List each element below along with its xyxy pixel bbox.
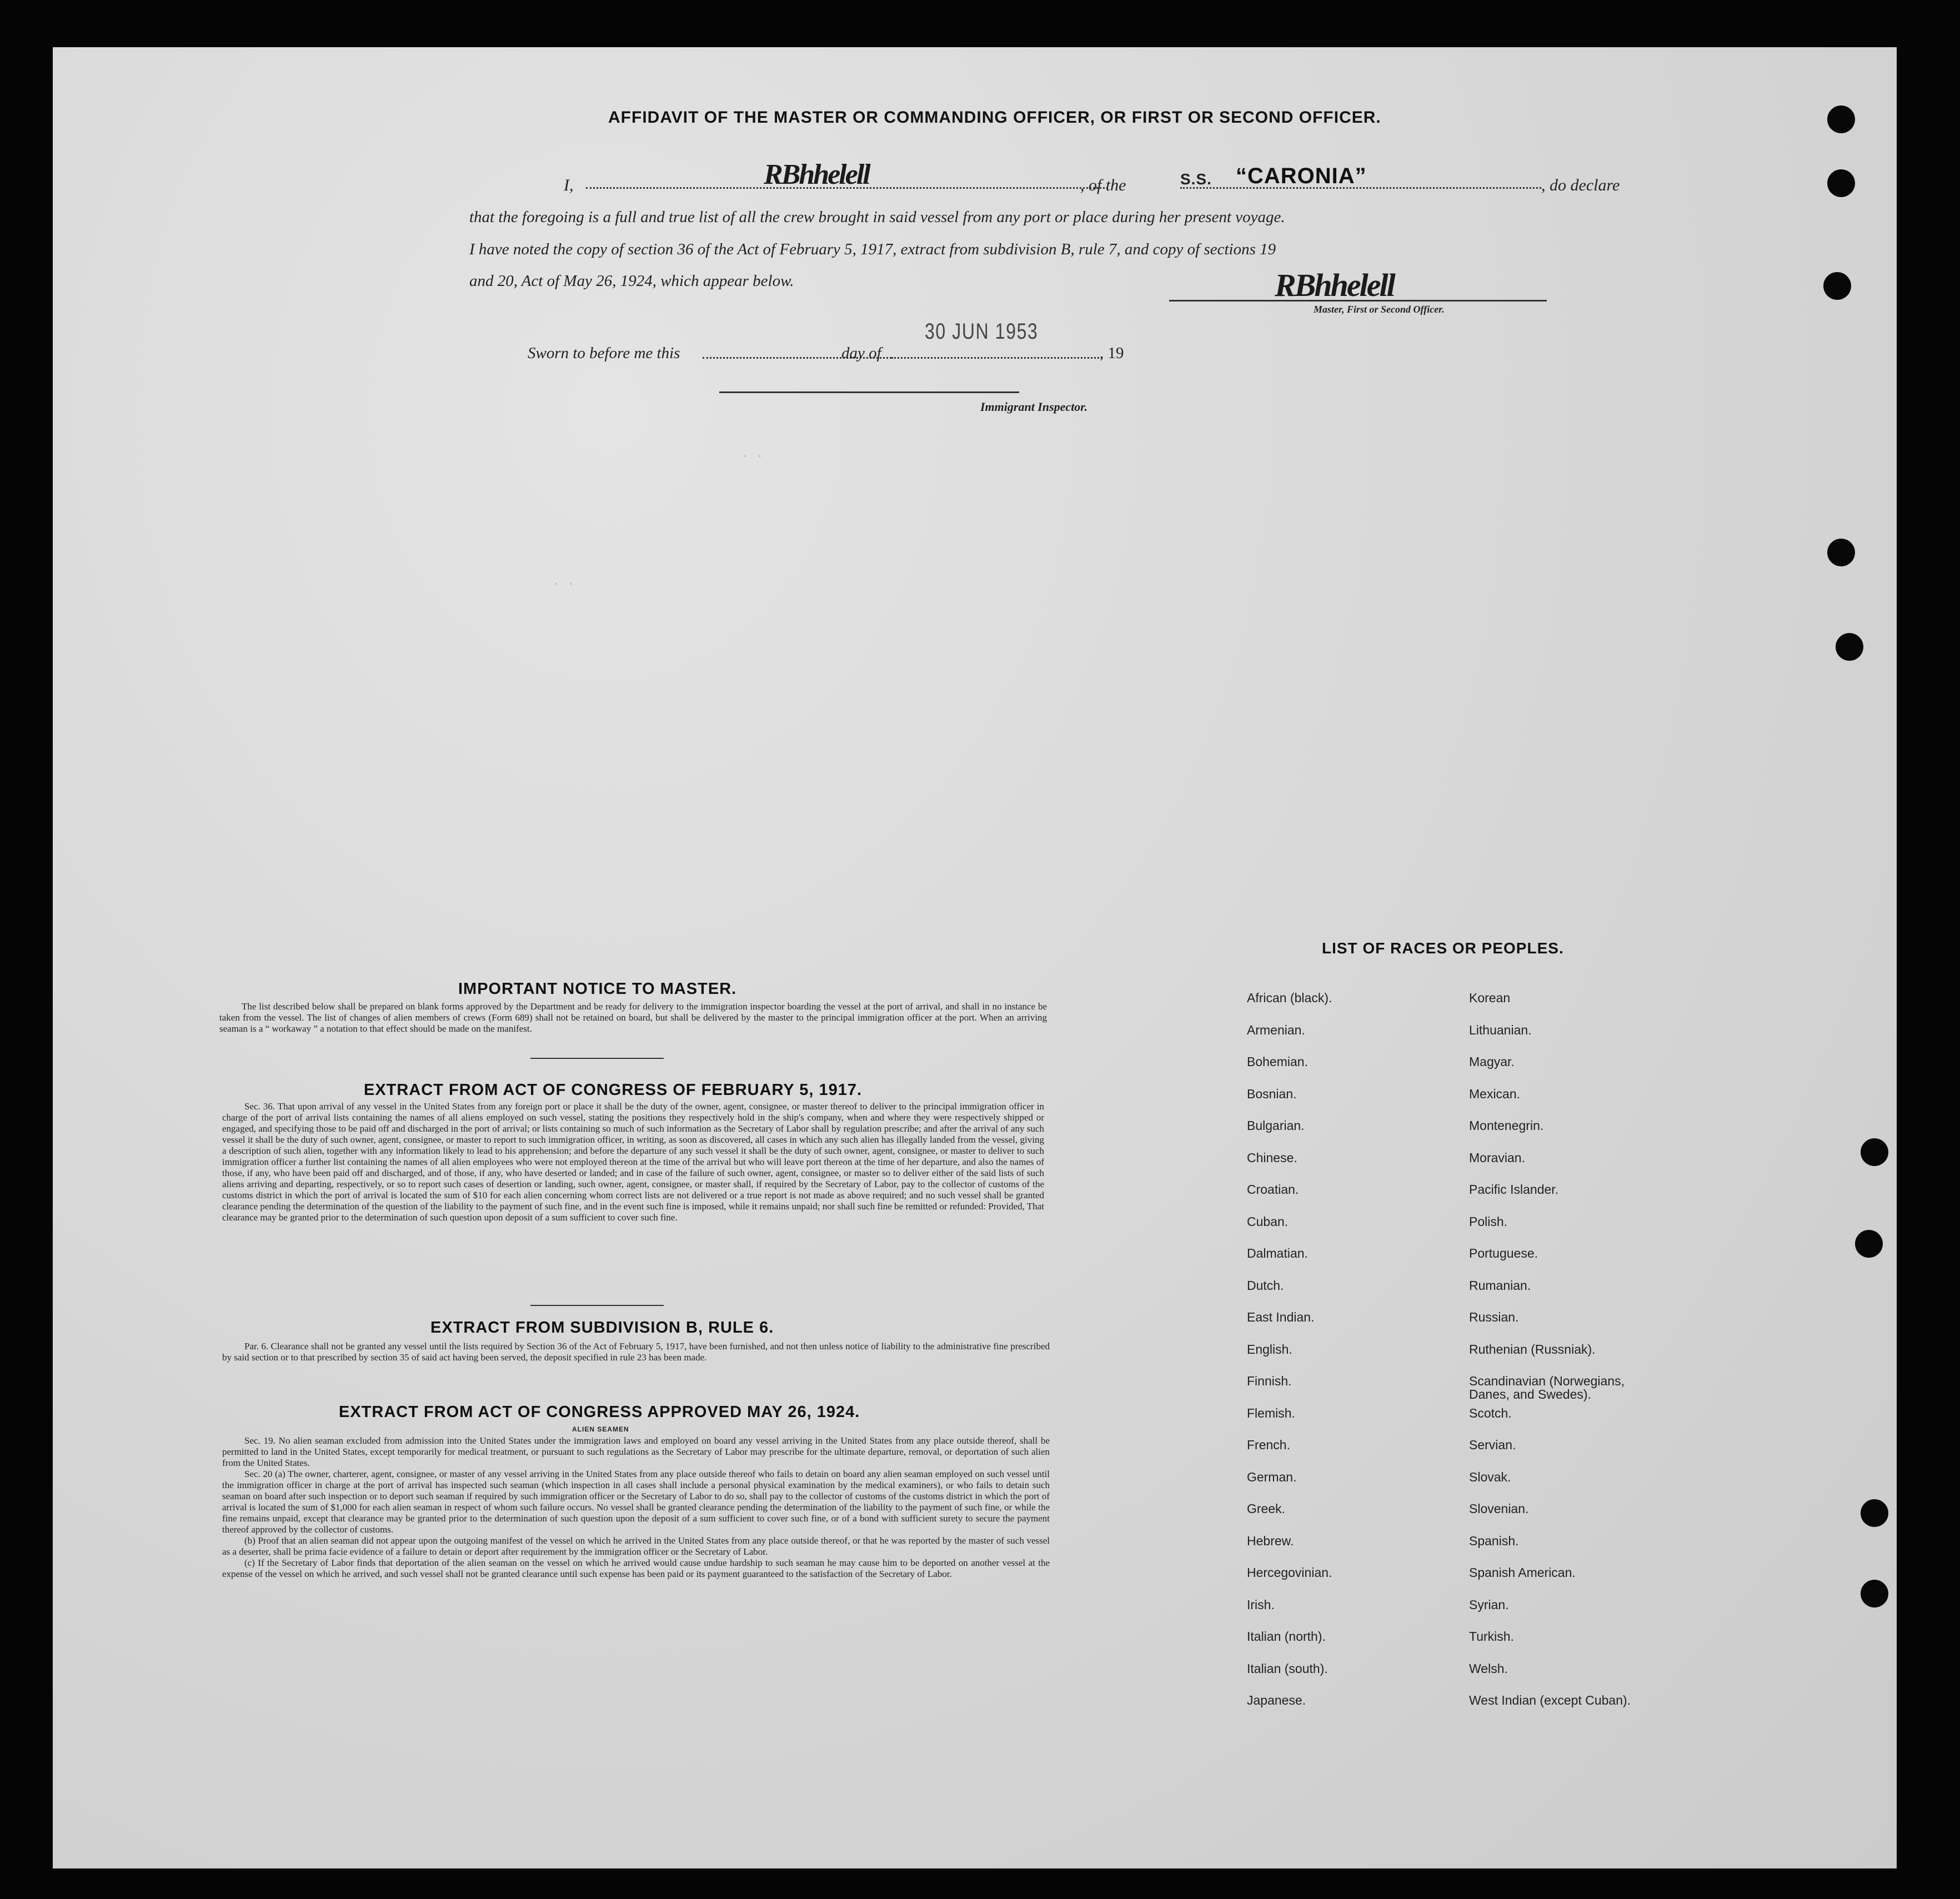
race-item: Cuban.	[1247, 1214, 1289, 1229]
race-item: Hebrew.	[1247, 1533, 1294, 1548]
race-item: Irish.	[1247, 1597, 1275, 1612]
race-item: Servian.	[1469, 1438, 1516, 1452]
extract-1924-body	[222, 1435, 1050, 1580]
sworn-month-line	[891, 357, 1102, 359]
race-item: French.	[1247, 1438, 1290, 1452]
race-item: Armenian.	[1247, 1022, 1305, 1037]
extract-1917-body: Sec. 36. That upon arrival of any vessel in the United States from any foreign port or place it shall be the duty of the owner, agent, consignee, or master thereof to deliver to the principal immigration officer in charge of the port of arrival lists containing the names of all aliens employed on such vessel, stating the positions they respectively hold in the ship's company, when and where they were respectively shipped or engaged, and specifying those to be paid off and discharged in the port of arrival; or lists containing so much of such information as the Secretary of Labor shall by regulation prescribe; and after the arrival of any such vessel it shall be the duty of such owner, agent, consignee, or master to report to such immigration officer, in writing, as soon as discovered, all cases in which any such alien has illegally landed from the vessel, giving a description of such alien, together with any information likely to lead to his apprehension; and before the departure of any such vessel it shall be the duty of such owner, agent, consignee, or master to deliver to such immigration officer a further list containing the names of all alien employees who were not employed thereon at the time of the arrival but who will leave port thereon at the time of her departure, and also the names of those, if any, who have been paid off and discharged, and of those, if any, who have deserted or landed; and in case of the failure of such owner, agent, consignee, or master so to deliver either of the said lists of such aliens arriving and departing, respectively, or so to report such cases of desertion or landing, such owner, agent, consignee, or master shall, if required by the Secretary of Labor, pay to the collector of customs of the customs district in which the port of arrival is located the sum of $10 for each alien concerning whom correct lists are not delivered or a true report is not made as above required; and no such vessel shall be granted clearance pending the determination of the question of the liability to the payment of such fine, and in the event such fine is imposed, while it remains unpaid; nor shall such fine be remitted or refunded: Provided, That clearance may be granted prior to the determination of such question upon deposit of a sum sufficient to cover such fine.	[222, 1101, 1044, 1223]
race-item: Pacific Islander.	[1469, 1182, 1559, 1197]
affidavit-line-2: that the foregoing is a full and true list of all the crew brought in said vessel from any port or place during her present voyage.	[469, 208, 1285, 226]
notice-body: The list described below shall be prepared on blank forms approved by the Department and be ready for delivery to the immigration inspector boarding the vessel at the port of arrival, and shall in no instance be taken from the vessel. The list of changes of alien members of crews (Form 689) shall not be retained on board, but shall be delivered by the master to the principal immigration officer at the port. When an arriving seaman is a “ workaway ” a notation to that effect should be made on the manifest.	[219, 1001, 1047, 1034]
officer-signature-caption: Master, First or Second Officer.	[1314, 304, 1445, 315]
day-of-label: day of	[841, 344, 881, 362]
officer-signature: RBhhelell	[1275, 267, 1394, 303]
affidavit-i-label: I,	[564, 176, 574, 194]
race-item: Welsh.	[1469, 1661, 1508, 1676]
section-19: Sec. 19. No alien seaman excluded from admission into the United States under the immigration laws and employed on board any vessel arriving in the United States from any place outside thereof, shall be permitted to land in the United States, except temporarily for medical treatment, or pursuant to such regulations as the Secretary of Labor may prescribe for the ultimate departure, removal, or deportation of such alien from the United States.	[222, 1435, 1050, 1468]
year-prefix: , 19	[1100, 344, 1124, 362]
race-item: Mexican.	[1469, 1086, 1521, 1101]
race-item: Montenegrin.	[1469, 1118, 1544, 1133]
inspector-label: Immigrant Inspector.	[980, 400, 1088, 414]
race-item: Croatian.	[1247, 1182, 1299, 1197]
race-item: Bohemian.	[1247, 1054, 1308, 1069]
section-20c: (c) If the Secretary of Labor finds that deportation of the alien seaman on the vessel on which he arrived would cause undue hardship to such seaman he may cause him to be deported on another vessel at the expense of the vessel on which he arrived, and such vessel shall not be granted clearance until such expense has been paid or its payment guaranteed to the satisfaction of the Secretary of Labor.	[222, 1558, 1050, 1579]
race-item: Korean	[1469, 991, 1511, 1005]
divider	[530, 1305, 664, 1306]
bleed-through-text: . .	[553, 575, 575, 589]
extract-rule6-body: Par. 6. Clearance shall not be granted any vessel until the lists required by Section 36 of the Act of February 5, 1917, have been furnished, and not then unless notice of liability to the administrative fine prescribed by said section or to that prescribed by section 35 of said act having been served, the deposit specified in rule 23 has been made.	[222, 1341, 1050, 1363]
binder-hole	[1861, 1499, 1888, 1527]
binder-hole	[1836, 633, 1863, 661]
race-item: Polish.	[1469, 1214, 1508, 1229]
extract-1924-title: EXTRACT FROM ACT OF CONGRESS APPROVED MAY 26, 1924.	[339, 1403, 860, 1421]
race-item: Magyar.	[1469, 1054, 1515, 1069]
extract-1917-title: EXTRACT FROM ACT OF CONGRESS OF FEBRUARY 5, 1917.	[364, 1081, 863, 1099]
race-item: Ruthenian (Russniak).	[1469, 1342, 1596, 1357]
race-item: Turkish.	[1469, 1629, 1514, 1644]
race-item: East Indian.	[1247, 1310, 1315, 1324]
binder-hole	[1861, 1138, 1888, 1166]
binder-hole	[1827, 105, 1855, 133]
notice-title: IMPORTANT NOTICE TO MASTER.	[458, 980, 737, 998]
race-item: Dutch.	[1247, 1278, 1284, 1293]
ship-name: “CARONIA”	[1236, 164, 1367, 188]
race-item: Syrian.	[1469, 1597, 1509, 1612]
race-item: Hercegovinian.	[1247, 1565, 1332, 1580]
race-item: English.	[1247, 1342, 1292, 1357]
affidavit-do-declare: , do declare	[1541, 176, 1620, 194]
sworn-label: Sworn to before me this	[528, 344, 680, 362]
race-item: African (black).	[1247, 991, 1332, 1005]
ship-prefix: S.S.	[1180, 170, 1212, 188]
inspector-signature-line	[719, 391, 1019, 393]
race-item: Finnish.	[1247, 1374, 1292, 1388]
binder-hole	[1823, 272, 1851, 300]
document-page	[53, 47, 1897, 1868]
extract-rule6-title: EXTRACT FROM SUBDIVISION B, RULE 6.	[430, 1319, 774, 1337]
race-item: Rumanian.	[1469, 1278, 1531, 1293]
bleed-through-text: . .	[741, 447, 764, 461]
binder-hole	[1861, 1580, 1888, 1607]
race-item: Slovenian.	[1469, 1501, 1529, 1516]
race-item: Bosnian.	[1247, 1086, 1297, 1101]
race-item: West Indian (except Cuban).	[1469, 1693, 1631, 1707]
binder-hole	[1827, 539, 1855, 566]
races-title: LIST OF RACES OR PEOPLES.	[1322, 940, 1564, 957]
race-item: Spanish.	[1469, 1533, 1519, 1548]
race-item: Bulgarian.	[1247, 1118, 1305, 1133]
binder-hole	[1855, 1230, 1883, 1258]
divider	[530, 1058, 664, 1059]
extract-1924-subtitle: ALIEN SEAMEN	[572, 1425, 629, 1433]
race-item: Japanese.	[1247, 1693, 1306, 1707]
race-item: Greek.	[1247, 1501, 1286, 1516]
affidavit-line-4: and 20, Act of May 26, 1924, which appear below.	[469, 272, 794, 290]
race-item: German.	[1247, 1469, 1297, 1484]
affidavit-title: AFFIDAVIT OF THE MASTER OR COMMANDING OFFICER, OR FIRST OR SECOND OFFICER.	[608, 108, 1381, 127]
section-20b: (b) Proof that an alien seaman did not appear upon the outgoing manifest of the vessel on which he arrived in the United States from any place outside thereof, or that he was reported by the master of such vessel as a deserter, shall be prima facie evidence of a failure to detain or deport after requirement by the immigration officer or the Secretary of Labor.	[222, 1535, 1050, 1557]
race-item: Lithuanian.	[1469, 1022, 1532, 1037]
affidavit-line-3: I have noted the copy of section 36 of the Act of February 5, 1917, extract from subdivision B, rule 7, and copy of sections 19	[469, 240, 1276, 258]
binder-hole	[1827, 169, 1855, 197]
race-item: Flemish.	[1247, 1405, 1295, 1420]
race-item: Italian (south).	[1247, 1661, 1328, 1676]
race-item: Italian (north).	[1247, 1629, 1326, 1644]
affidavit-of-the: , of the	[1080, 176, 1126, 194]
section-20a: Sec. 20 (a) The owner, charterer, agent, consignee, or master of any vessel arriving in the United States from any place outside thereof who fails to detain on board any alien seaman employed on such vessel until the immigration officer in charge at the port of arrival has inspected such seaman (which inspection in all cases shall include a personal physical examination by the medical examiners), or who fails to detain such seaman on board after such inspection or to deport such seaman if required by such immigration officer or the Secretary of Labor to do so, shall pay to the collector of customs of the customs district in which the port of arrival is located the sum of $1,000 for each alien seaman in respect of whom such failure occurs. No vessel shall be granted clearance pending the determination of the liability to the payment of such fine, or while the fine remains unpaid, except that clearance may be granted prior to the determination of such question upon the deposit of a sum sufficient to cover such fine, or of a bond with sufficient surety to secure the payment thereof approved by the collector of customs.	[222, 1469, 1050, 1535]
race-item: Chinese.	[1247, 1150, 1297, 1165]
race-item: Portuguese.	[1469, 1246, 1538, 1260]
race-item: Scandinavian (Norwegians, Danes, and Swedes).	[1469, 1374, 1625, 1401]
race-item: Russian.	[1469, 1310, 1519, 1324]
master-signature: RBhhelell	[764, 159, 869, 190]
race-item: Scotch.	[1469, 1405, 1512, 1420]
race-item: Spanish American.	[1469, 1565, 1576, 1580]
race-item: Slovak.	[1469, 1469, 1511, 1484]
race-item: Moravian.	[1469, 1150, 1525, 1165]
race-item: Dalmatian.	[1247, 1246, 1308, 1260]
date-stamp: 30 JUN 1953	[925, 319, 1039, 344]
